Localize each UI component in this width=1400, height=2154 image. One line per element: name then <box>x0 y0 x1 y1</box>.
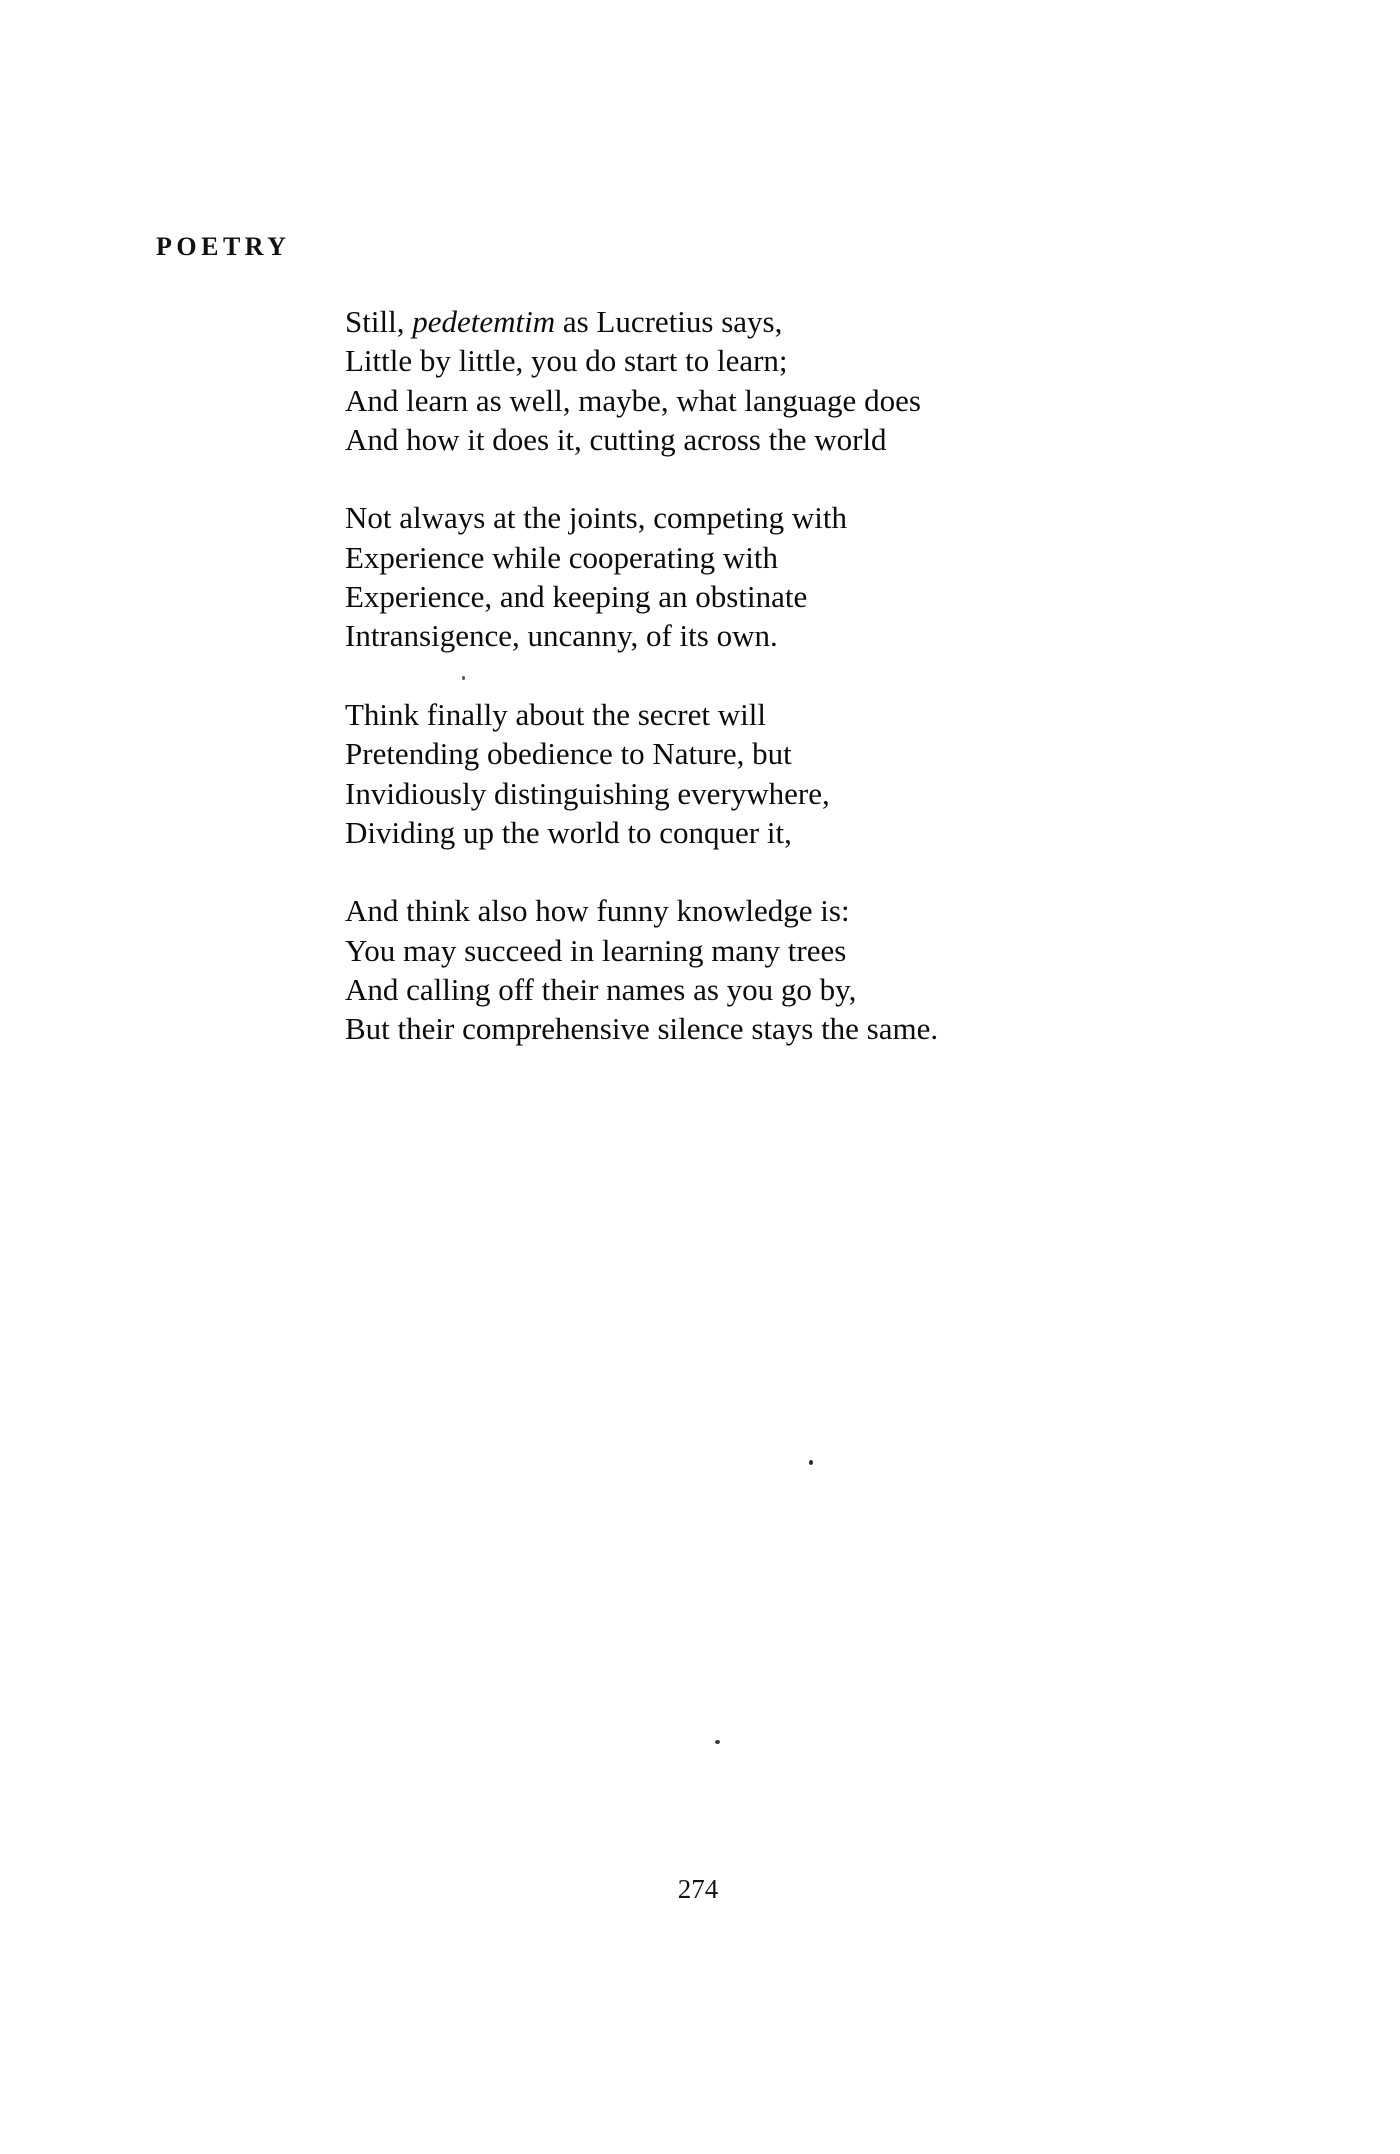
poem-line-italic-segment: pedetemtim <box>412 304 556 339</box>
poem-line-segment: Still, <box>345 304 413 339</box>
poem-line <box>345 1009 938 1048</box>
poem-line <box>345 813 938 852</box>
poem-line <box>345 695 938 734</box>
poem-line-segment: Invidiously distinguishing everywhere, <box>345 775 830 811</box>
poem-line-segment: as Lucretius says, <box>555 304 783 339</box>
poem-line <box>345 774 938 813</box>
poem-line-segment: Dividing up the world to conquer it, <box>345 814 792 850</box>
poem-line <box>345 341 938 380</box>
poem-line <box>345 302 938 341</box>
page-number: 274 <box>677 1874 719 1904</box>
stanza <box>345 498 938 655</box>
stanza <box>345 891 938 1048</box>
poem-line <box>345 734 938 773</box>
poem-line-segment: But their comprehensive silence stays the same. <box>345 1011 939 1047</box>
poem-line-segment: You may succeed in learning many trees <box>345 932 847 968</box>
scan-speckle <box>462 676 465 680</box>
poem-line-segment: Think finally about the secret will <box>345 696 766 732</box>
stanza <box>345 302 938 459</box>
poem-line <box>345 538 938 577</box>
poem-line-segment: Experience, and keeping an obstinate <box>345 579 808 615</box>
running-head: POETRY <box>156 232 291 261</box>
poem-line <box>345 891 938 930</box>
poem-line <box>345 381 938 420</box>
poem-line-segment: Pretending obedience to Nature, but <box>345 736 792 772</box>
stanza <box>345 695 938 852</box>
scan-speckle <box>809 1460 813 1465</box>
poem-line <box>345 577 938 616</box>
poem-line <box>345 616 938 655</box>
poem-line-segment: Not always at the joints, competing with <box>345 500 847 536</box>
scan-speckle <box>715 1740 720 1744</box>
poem-line-segment: Little by little, you do start to learn; <box>345 343 788 379</box>
poem-line <box>345 931 938 970</box>
poem-line-segment: And how it does it, cutting across the world <box>345 421 887 457</box>
poem-line <box>345 498 938 537</box>
poem-line-segment: Intransigence, uncanny, of its own. <box>345 618 778 654</box>
poem-line-segment: And think also how funny knowledge is: <box>345 893 850 929</box>
poem-line-segment: And calling off their names as you go by, <box>345 972 857 1008</box>
poem-line-segment: Experience while cooperating with <box>345 539 778 575</box>
poem-line <box>345 420 938 459</box>
poem-line-segment: And learn as well, maybe, what language does <box>345 382 921 418</box>
poem-line <box>345 970 938 1009</box>
poem-body <box>345 302 938 1088</box>
